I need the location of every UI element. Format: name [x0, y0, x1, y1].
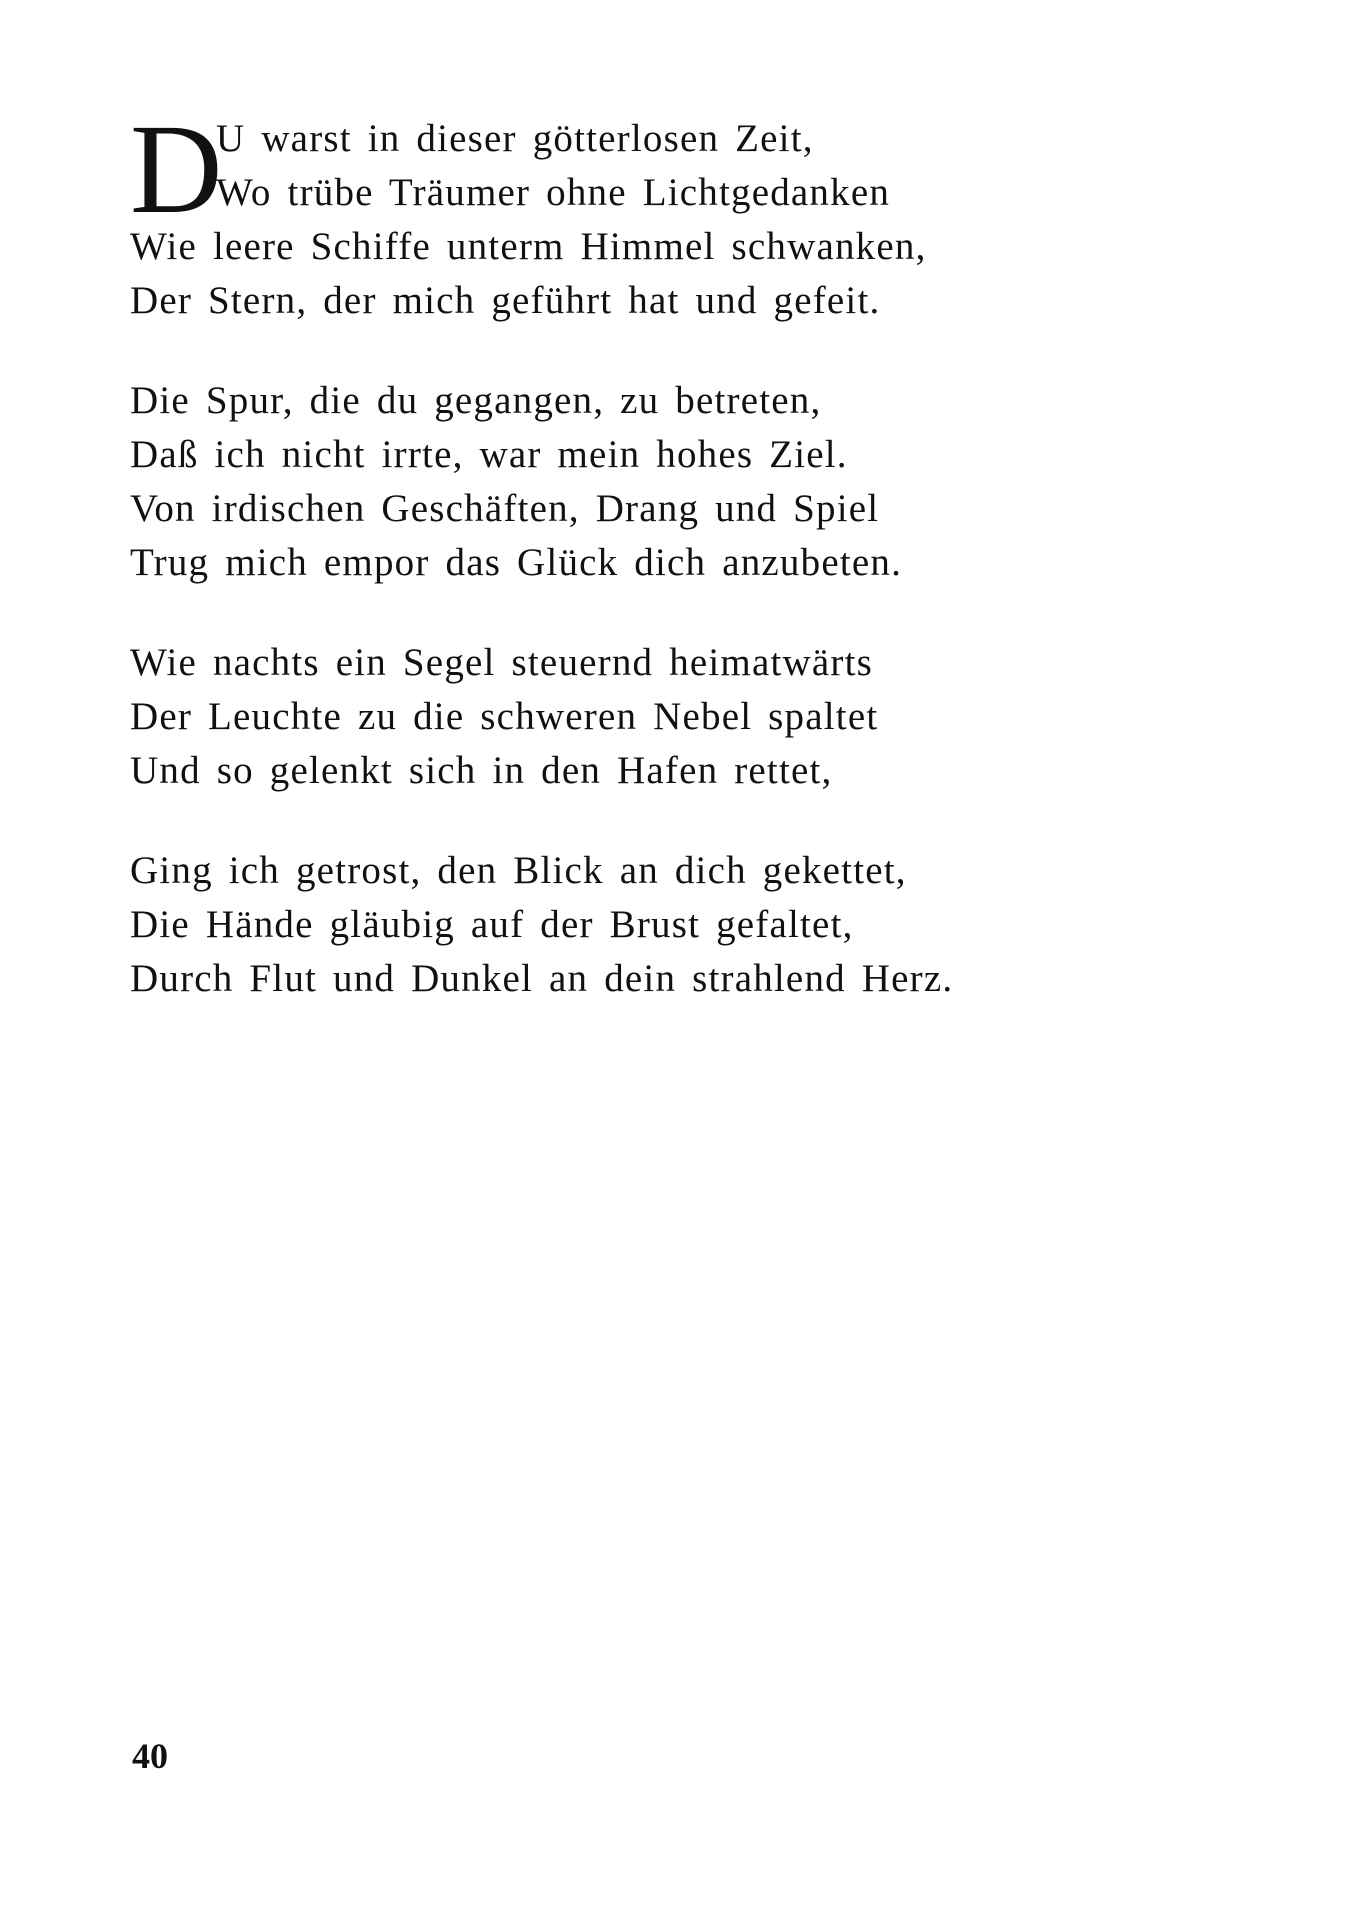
- poem: [130, 98, 1130, 1006]
- poem-line: Wie leere Schiffe unterm Himmel schwanken,: [130, 225, 927, 268]
- poem-line: Ging ich getrost, den Blick an dich gekettet,: [130, 849, 907, 892]
- poem-line: Der Leuchte zu die schweren Nebel spaltet: [130, 695, 879, 738]
- poem-line: Und so gelenkt sich in den Hafen rettet,: [130, 749, 833, 792]
- stanza-break: [130, 798, 1130, 844]
- poem-line: Von irdischen Geschäften, Drang und Spiel: [130, 487, 880, 530]
- poem-line: Die Spur, die du gegangen, zu betreten,: [130, 379, 822, 422]
- stanza-3: [130, 636, 1130, 798]
- poem-line: Der Stern, der mich geführt hat und gefeit.: [130, 279, 881, 322]
- stanza-1: [130, 98, 1130, 328]
- poem-line: Daß ich nicht irrte, war mein hohes Ziel.: [130, 433, 848, 476]
- poem-line: Trug mich empor das Glück dich anzubeten.: [130, 541, 903, 584]
- poem-line: Durch Flut und Dunkel an dein strahlend Herz.: [130, 957, 954, 1000]
- stanza-4: [130, 844, 1130, 1006]
- poem-line: Wo trübe Träumer ohne Lichtgedanken: [216, 171, 891, 214]
- poem-line: U warst in dieser götterlosen Zeit,: [216, 117, 814, 160]
- drop-cap: D: [130, 98, 223, 240]
- poem-line: Wie nachts ein Segel steuernd heimatwärts: [130, 641, 873, 684]
- stanza-break: [130, 328, 1130, 374]
- stanza-break: [130, 590, 1130, 636]
- poem-line: Die Hände gläubig auf der Brust gefaltet,: [130, 903, 854, 946]
- page-number: 40: [132, 1736, 168, 1776]
- stanza-2: [130, 374, 1130, 590]
